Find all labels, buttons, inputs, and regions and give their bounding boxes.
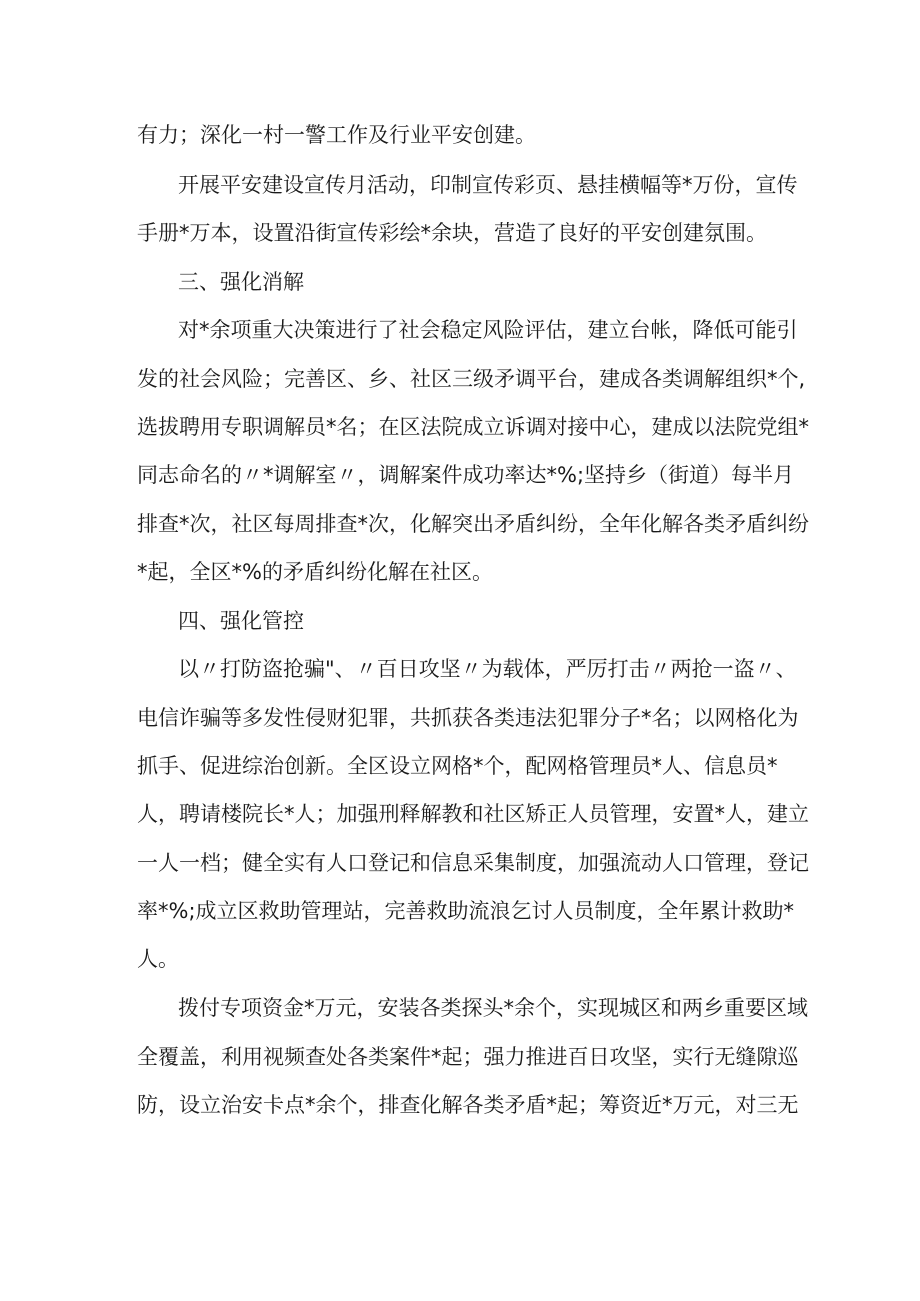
text-line: 排查*次，社区每周排查*次，化解突出矛盾纠纷，全年化解各类矛盾纠纷 xyxy=(137,512,809,536)
text-line: 防，设立治安卡点*余个，排查化解各类矛盾*起；筹资近*万元，对三无 xyxy=(137,1093,799,1117)
paragraph-first-line: 以〃打防盗抢骗"、〃百日攻坚〃为载体，严厉打击〃两抢一盗〃、 xyxy=(178,657,797,681)
paragraph-first-line: 对*余项重大决策进行了社会稳定风险评估，建立台帐，降低可能引 xyxy=(178,318,798,342)
text-line: 发的社会风险；完善区、乡、社区三级矛调平台，建成各类调解组织*个, xyxy=(137,367,806,391)
text-line: 选拔聘用专职调解员*名；在区法院成立诉调对接中心，建成以法院党组* xyxy=(137,415,809,439)
text-line: 全覆盖，利用视频查处各类案件*起；强力推进百日攻坚，实行无缝隙巡 xyxy=(137,1045,799,1069)
text-line: 抓手、促进综治创新。全区设立网格*个，配网格管理员*人、信息员* xyxy=(137,754,778,778)
text-line: 一人一档；健全实有人口登记和信息采集制度，加强流动人口管理，登记 xyxy=(137,851,809,875)
text-line: 手册*万本，设置沿街宣传彩绘*余块，营造了良好的平安创建氛围。 xyxy=(137,221,767,245)
section-heading: 三、强化消解 xyxy=(178,270,304,294)
text-line: 率*%;成立区救助管理站，完善救助流浪乞讨人员制度，全年累计救助* xyxy=(137,899,795,923)
text-line: *起，全区*%的矛盾纠纷化解在社区。 xyxy=(137,560,493,584)
text-line: 同志命名的〃*调解室〃，调解案件成功率达*%;坚持乡（街道）每半月 xyxy=(137,463,795,487)
paragraph-first-line: 开展平安建设宣传月活动，印制宣传彩页、悬挂横幅等*万份，宣传 xyxy=(178,173,798,197)
text-line: 人，聘请楼院长*人；加强刑释解教和社区矫正人员管理，安置*人，建立 xyxy=(137,802,809,826)
text-line: 电信诈骗等多发性侵财犯罪，共抓获各类违法犯罪分子*名；以网格化为 xyxy=(137,706,799,730)
text-line: 人。 xyxy=(137,947,179,971)
text-line: 有力；深化一村一警工作及行业平安创建。 xyxy=(137,123,536,147)
section-heading: 四、强化管控 xyxy=(178,609,304,633)
paragraph-first-line: 拨付专项资金*万元，安装各类探头*余个，实现城区和两乡重要区域 xyxy=(178,996,808,1020)
